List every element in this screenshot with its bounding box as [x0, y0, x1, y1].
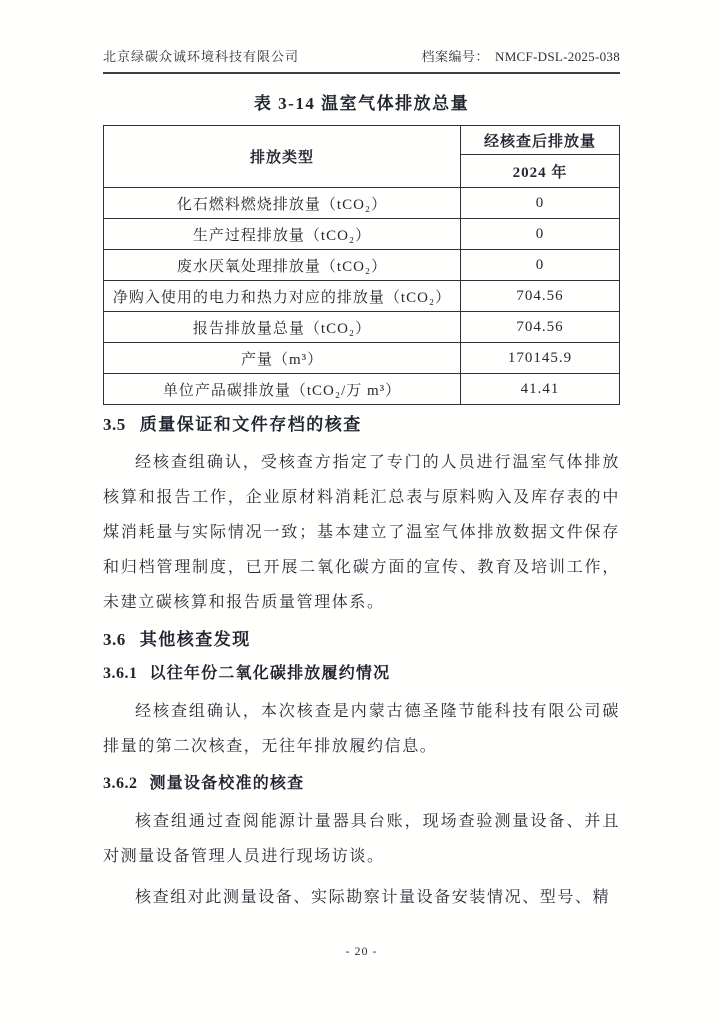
table-title: 表 3-14 温室气体排放总量	[253, 94, 470, 113]
section-3-6-2-paragraph-2: 核查组对此测量设备、实际勘察计量设备安装情况、型号、精	[135, 889, 611, 906]
header-company-name: 北京绿碳众诚环境科技有限公司	[103, 49, 300, 64]
row-value: 704.56	[461, 281, 620, 312]
section-heading-3-5	[103, 411, 620, 439]
row-label: 产量（m³）	[104, 343, 461, 374]
file-number-label: 档案编号：	[421, 49, 489, 64]
row-value: 704.56	[461, 312, 620, 343]
section-title: 质量保证和文件存档的核查	[139, 415, 362, 434]
row-label: 化石燃料燃烧排放量（tCO₂）	[104, 188, 461, 219]
row-value: 41.41	[461, 374, 620, 405]
row-label: 生产过程排放量（tCO₂）	[104, 219, 461, 250]
column-header-year: 2024 年	[461, 155, 620, 188]
section-number: 3.6.1	[103, 665, 138, 682]
section-number: 3.5	[103, 415, 126, 434]
table-row	[104, 250, 620, 281]
header-file-number	[421, 48, 620, 66]
row-value: 170145.9	[461, 343, 620, 374]
table-row	[104, 312, 620, 343]
section-3-6-2-paragraph-1: 核查组通过查阅能源计量器具台账，现场查验测量设备、并且对测量设备管理人员进行现场访谈。	[103, 813, 620, 865]
section-title: 其他核查发现	[139, 630, 251, 649]
page-footer	[0, 944, 723, 959]
section-title: 以往年份二氧化碳排放履约情况	[149, 665, 391, 682]
section-3-5-paragraph: 经核查组确认，受核查方指定了专门的人员进行温室气体排放核算和报告工作，企业原材料消耗汇总表与原料购入及库存表的中煤消耗量与实际情况一致；基本建立了温室气体排放数据文件保存和归档管理制度，已开展二氧化碳方面的宣传、教育及培训工作，未建立碳核算和报告质量管理体系。	[103, 454, 620, 611]
row-label: 净购入使用的电力和热力对应的排放量（tCO₂）	[104, 281, 461, 312]
column-header-verified-emissions: 经核查后排放量	[461, 126, 620, 155]
table-header-row-1	[104, 126, 620, 155]
section-number: 3.6.2	[103, 775, 138, 792]
table-row	[104, 374, 620, 405]
row-label: 报告排放量总量（tCO₂）	[104, 312, 461, 343]
file-number-value: NMCF-DSL-2025-038	[495, 49, 620, 64]
section-heading-3-6-1	[103, 660, 620, 688]
row-value: 0	[461, 188, 620, 219]
section-number: 3.6	[103, 630, 126, 649]
section-heading-3-6-2	[103, 770, 620, 798]
row-label: 废水厌氧处理排放量（tCO₂）	[104, 250, 461, 281]
section-heading-3-6	[103, 626, 620, 654]
page-header	[103, 48, 620, 74]
table-row	[104, 343, 620, 374]
section-3-6-1-paragraph: 经核查组确认，本次核查是内蒙古德圣隆节能科技有限公司碳排量的第二次核查，无往年排放履约信息。	[103, 703, 620, 755]
table-row	[104, 281, 620, 312]
page-number: - 20 -	[345, 944, 378, 958]
row-value: 0	[461, 219, 620, 250]
column-header-emission-type: 排放类型	[104, 126, 461, 188]
table-row	[104, 219, 620, 250]
table-row	[104, 188, 620, 219]
emissions-table	[103, 125, 620, 405]
row-value: 0	[461, 250, 620, 281]
section-title: 测量设备校准的核查	[149, 775, 305, 792]
row-label: 单位产品碳排放量（tCO₂/万 m³）	[104, 374, 461, 405]
